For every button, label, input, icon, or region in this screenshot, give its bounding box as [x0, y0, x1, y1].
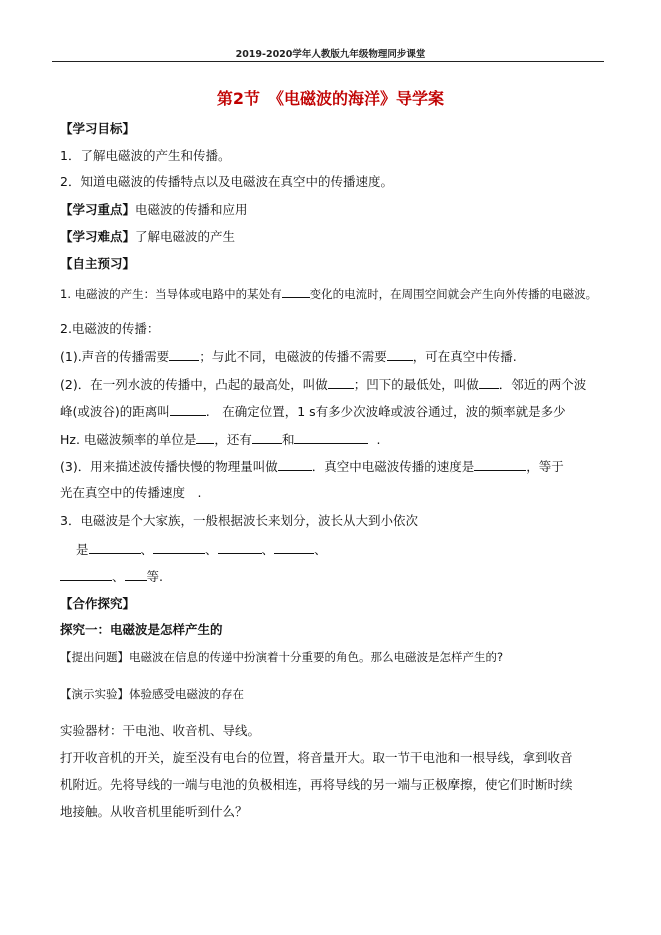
- separator: 、: [314, 542, 327, 557]
- q2-3-text-b: ．真空中电磁波传播的速度是: [311, 459, 475, 474]
- procedure-line-3: 地接触。从收音机里能听到什么？: [60, 804, 248, 819]
- header-rule: [52, 61, 604, 62]
- q3-text-b: 是: [76, 542, 89, 557]
- q2-2-text-d: 峰(或波谷)的距离叫: [60, 404, 170, 419]
- preview-q2-1: [60, 348, 517, 365]
- separator: 、: [261, 542, 275, 557]
- separator: 、: [205, 542, 218, 557]
- objective-2: 2．知道电磁波的传播特点以及电磁波在真空中的传播速度。: [60, 174, 393, 189]
- q2-2-text-f: Hz. 电磁波频率的单位是: [60, 432, 197, 447]
- preview-q2-3-line2: 光在真空中的传播速度 .: [60, 485, 202, 500]
- blank[interactable]: [278, 458, 312, 471]
- q3-end: 等.: [146, 569, 163, 584]
- question-text: 电磁波在信息的传递中扮演着十分重要的角色。那么电磁波是怎样产生的?: [129, 650, 504, 664]
- procedure-line-2: 机附近。先将导线的一端与电池的负极相连，再将导线的另一端与正极摩擦，使它们时断时续: [60, 777, 573, 792]
- q2-1-text-c: ，可在真空中传播.: [412, 349, 517, 364]
- key-point: [60, 202, 248, 218]
- demo: [60, 686, 244, 702]
- equipment: 实验器材：干电池、收音机、导线。: [60, 723, 261, 738]
- blank[interactable]: [294, 431, 368, 444]
- blank[interactable]: [479, 376, 499, 389]
- difficulty: [60, 229, 235, 245]
- demo-label: 【演示实验】: [60, 687, 129, 701]
- q2-3-text-c: ，等于: [526, 459, 564, 474]
- q2-2-text-g: ，还有: [214, 432, 252, 447]
- blank[interactable]: [274, 541, 314, 554]
- separator: 、: [140, 542, 154, 557]
- inquiry-title: 探究一：电磁波是怎样产生的: [60, 622, 223, 637]
- q2-1-text-b: ；与此不同，电磁波的传播不需要: [199, 349, 387, 364]
- preview-heading: 【自主预习】: [60, 256, 136, 271]
- preview-q2-2-line1: [60, 376, 586, 393]
- objectives-heading: 【学习目标】: [60, 121, 136, 136]
- key-point-label: 【学习重点】: [60, 202, 136, 217]
- blank[interactable]: [125, 568, 147, 581]
- blank[interactable]: [252, 431, 282, 444]
- preview-q1: [60, 285, 597, 302]
- q1-text-b: 变化的电流时，在周围空间就会产生向外传播的电磁波。: [309, 287, 598, 301]
- preview-q3-line3: [60, 568, 163, 585]
- separator: 、: [112, 569, 125, 584]
- objective-1: 1．了解电磁波的产生和传播。: [60, 148, 231, 163]
- preview-q3-line2: [60, 541, 327, 558]
- difficulty-text: 了解电磁波的产生: [135, 229, 236, 244]
- preview-q2-title: 2.电磁波的传播：: [60, 321, 160, 336]
- question: [60, 649, 503, 665]
- blank[interactable]: [218, 541, 262, 554]
- q2-3-text-a: (3)．用来描述波传播快慢的物理量叫做: [60, 459, 278, 474]
- q2-2-text-b: ；凹下的最低处，叫做: [353, 377, 479, 392]
- preview-q3-line1: 3．电磁波是个大家族，一般根据波长来划分，波长从大到小依次: [60, 513, 418, 528]
- blank[interactable]: [387, 348, 413, 361]
- question-label: 【提出问题】: [60, 650, 129, 664]
- key-point-text: 电磁波的传播和应用: [135, 202, 248, 217]
- q2-2-text-c: ．邻近的两个波: [498, 377, 587, 392]
- procedure-line-1: 打开收音机的开关，旋至没有电台的位置，将音量开大。取一节干电池和一根导线，拿到收音: [60, 750, 573, 765]
- preview-q2-2-line3: [60, 431, 380, 448]
- blank[interactable]: [328, 376, 354, 389]
- q2-2-text-a: (2)．在一列水波的传播中，凸起的最高处，叫做: [60, 377, 328, 392]
- document-title: 第2节 《电磁波的海洋》导学案: [216, 89, 445, 108]
- blank[interactable]: [60, 568, 112, 581]
- blank[interactable]: [89, 541, 141, 554]
- blank[interactable]: [474, 458, 526, 471]
- blank[interactable]: [282, 285, 310, 298]
- q2-2-text-h: 和: [281, 432, 295, 447]
- q1-text-a: 1. 电磁波的产生：当导体或电路中的某处有: [60, 287, 282, 301]
- q2-2-text-e: . 在确定位置，1 s有多少次波峰或波谷通过，波的频率就是多少: [205, 404, 566, 419]
- q2-1-text-a: (1).声音的传播需要: [60, 349, 170, 364]
- preview-q2-3-line1: [60, 458, 564, 475]
- difficulty-label: 【学习难点】: [60, 229, 136, 244]
- coop-heading: 【合作探究】: [60, 596, 136, 611]
- demo-text: 体验感受电磁波的存在: [129, 687, 244, 701]
- blank[interactable]: [153, 541, 205, 554]
- preview-q2-2-line2: [60, 403, 566, 420]
- page-header: 2019-2020学年人教版九年级物理同步课堂: [235, 49, 426, 60]
- blank[interactable]: [169, 348, 199, 361]
- q2-2-text-i: .: [376, 432, 381, 447]
- blank[interactable]: [170, 403, 206, 416]
- blank[interactable]: [196, 431, 214, 444]
